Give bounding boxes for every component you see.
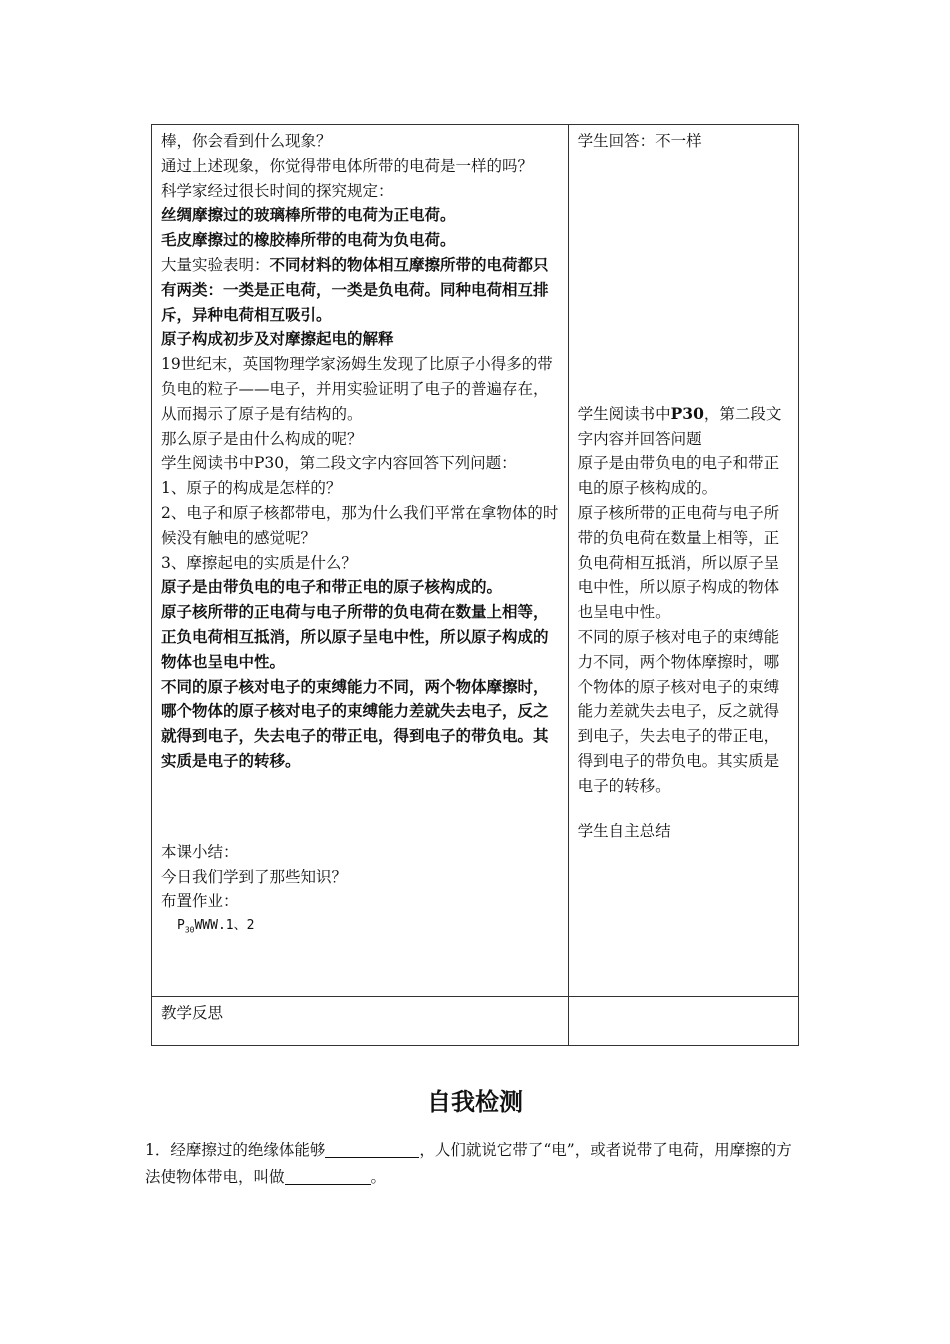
homework-label: 布置作业： [161,892,239,911]
student-answer-paragraph: 不同的原子核对电子的束缚能力不同，两个物体摩擦时，哪个物体的原子核对电子的束缚能力差就失去电子，反之就得到电子，失去电子的带正电，得到电子的带负电。其实质是电子的转移。 [577,627,780,795]
teacher-paragraph: 3、摩擦起电的实质是什么？ [161,553,357,572]
student-summary: 学生自主总结 [577,821,671,840]
answer-blank-1[interactable] [325,1139,419,1158]
teacher-paragraph: 棒，你会看到什么现象？ [161,132,332,150]
homework-text: $P_{30}WWW.1$、2 [177,918,255,935]
student-answer-1: 学生回答：不一样 [577,132,702,150]
teacher-activity-text [161,129,560,774]
student-read-instruction: 学生阅读书中P30，第二段文字内容并回答问题 [577,403,782,448]
teacher-paragraph: 毛皮摩擦过的橡胶棒所带的电荷为负电荷。 [161,230,456,250]
reflection-cell [152,997,569,1046]
experiment-conclusion: 大量实验表明：不同材料的物体相互摩擦所带的电荷都只有两类：一类是正电荷，一类是负电荷。同种电荷相互排斥，异种电荷相互吸引。 [161,254,549,324]
student-answer-paragraph: 原子核所带的正电荷与电子所带的负电荷在数量上相等，正负电荷相互抵消，所以原子呈电中性，所以原子构成的物体也呈电中性。 [577,503,780,622]
teacher-paragraph: 科学家经过很长时间的探究规定： [161,181,394,200]
self-check-title: 自我检测 [427,1088,523,1116]
reflection-empty-cell [568,997,798,1046]
lesson-row-main [152,125,799,997]
exercise-question-1: 1．经摩擦过的绝缘体能够 ，人们就说它带了“电”，或者说带了电荷，用摩擦的方法使物体带电，叫做 。 [145,1141,792,1186]
summary-question: 今日我们学到了那些知识？ [161,867,348,886]
teacher-paragraph: 丝绸摩擦过的玻璃棒所带的电荷为正电荷。 [161,205,456,225]
summary-label: 本课小结： [161,842,239,861]
teacher-paragraph: 学生阅读书中P30，第二段文字内容回答下列问题： [161,454,517,473]
teacher-paragraph: 那么原子是由什么构成的呢？ [161,429,363,448]
lesson-row-reflection [152,997,799,1046]
answer-blank-2[interactable] [285,1166,371,1185]
teacher-activity-cell [152,125,569,997]
teacher-paragraph: 2、电子和原子核都带电，那为什么我们平常在拿物体的时候没有触电的感觉呢？ [161,503,559,547]
teacher-paragraph: 原子是由带负电的电子和带正电的原子核构成的。 [161,577,503,597]
teacher-paragraph: 1、原子的构成是怎样的？ [161,479,342,498]
lesson-table [151,124,799,1046]
student-activity-cell [568,125,798,997]
teacher-paragraph: 不同的原子核对电子的束缚能力不同，两个物体摩擦时，哪个物体的原子核对电子的束缚能力差就失去电子，反之就得到电子，失去电子的带正电，得到电子的带负电。其实质是电子的转移。 [161,676,549,770]
reflection-label: 教学反思 [161,1004,224,1022]
teacher-paragraph: 原子构成初步及对摩擦起电的解释 [161,329,394,349]
teacher-paragraph: 19世纪末，英国物理学家汤姆生发现了比原子小得多的带负电的粒子——电子，并用实验证明了电子的普遍存在，从而揭示了原子是有结构的。 [161,355,553,423]
student-answers [578,451,790,798]
teacher-paragraph: 原子核所带的正电荷与电子所带的负电荷在数量上相等，正负电荷相互抵消，所以原子呈电中性，所以原子构成的物体也呈电中性。 [161,602,549,671]
teacher-paragraph: 通过上述现象，你觉得带电体所带的电荷是一样的吗？ [161,156,534,175]
student-answer-paragraph: 原子是由带负电的电子和带正电的原子核构成的。 [577,454,780,498]
